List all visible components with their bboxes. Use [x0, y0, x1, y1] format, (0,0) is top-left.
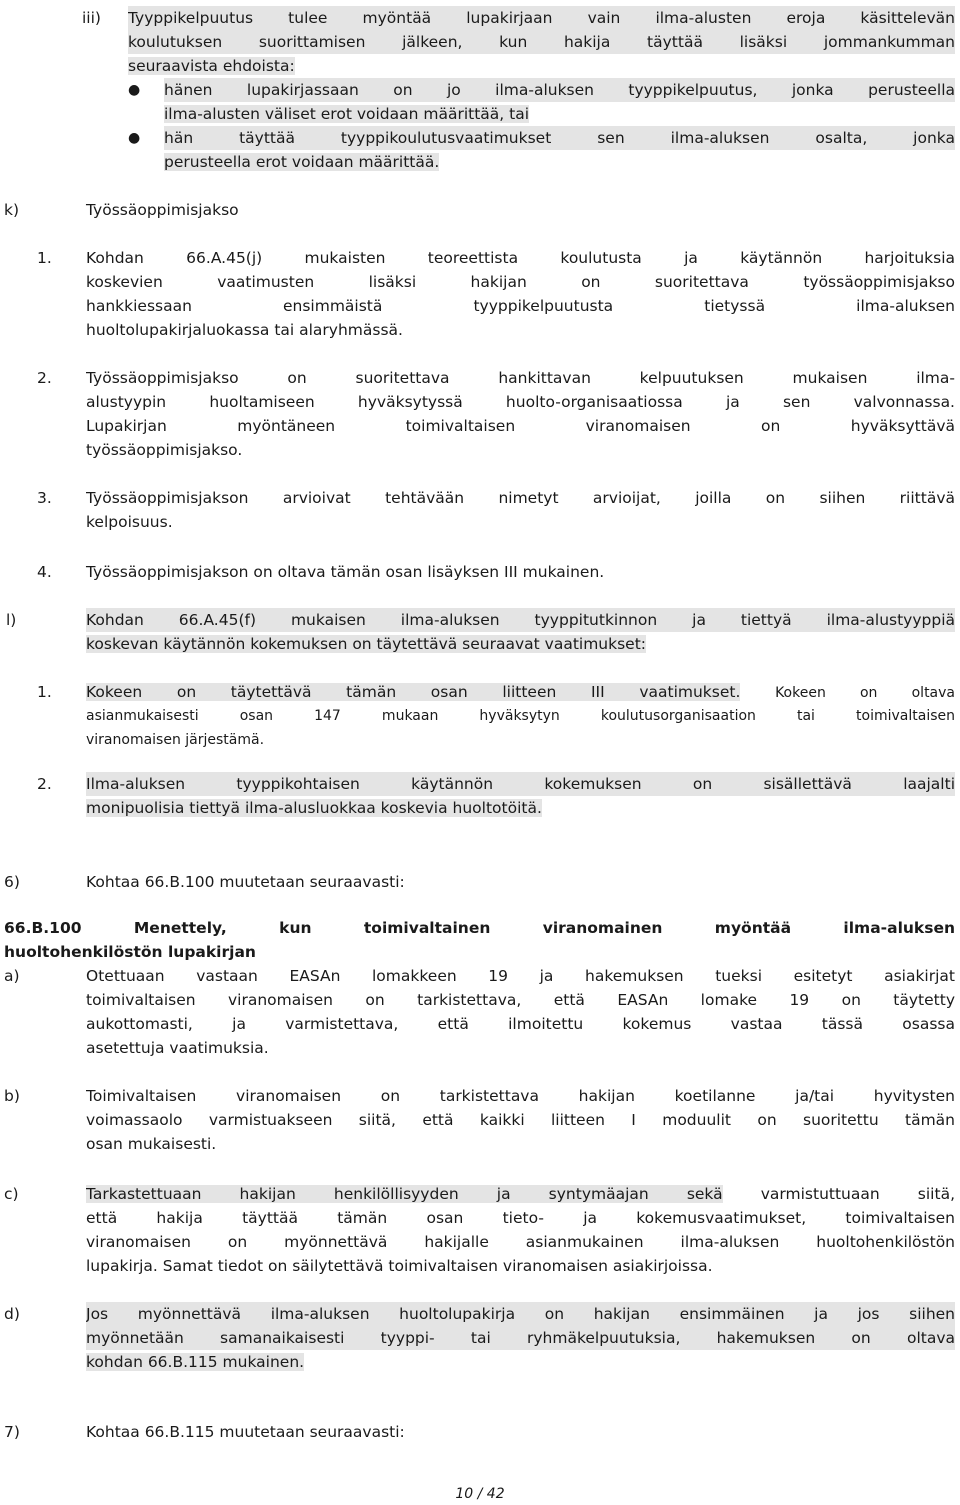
paragraph-line: viranomaisen on myönnettävä hakijalle asianmukainen ilma-aluksen huoltohenkilöstön — [86, 1233, 955, 1251]
bullet-line: ilma-alusten väliset erot voidaan määrittää, tai — [164, 105, 530, 123]
paragraph-marker: d) — [4, 1305, 20, 1323]
item-line: monipuolisia tiettyä ilma-alusluokkaa koskevia huoltotöitä. — [86, 799, 542, 817]
item-line: Kohdan 66.A.45(j) mukaisten teoreettista koulutusta ja käytännön harjoituksia — [86, 249, 955, 267]
item-iii-line: Tyyppikelpuutus tulee myöntää lupakirjaan vain ilma-alusten eroja käsittelevän — [128, 6, 955, 30]
page-number: 10 / 42 — [455, 1486, 505, 1502]
bullet-icon: ● — [128, 82, 141, 98]
item-line: asianmukaisesti osan 147 mukaan hyväksytyn koulutusorganisaation tai toimivaltaisen — [86, 708, 955, 724]
item-line-highlight: Kokeen on täytettävä tämän osan liitteen III vaatimukset. — [86, 683, 741, 701]
paragraph-line: osan mukaisesti. — [86, 1135, 217, 1153]
bullet-line: hän täyttää tyyppikoulutusvaatimukset sen ilma-aluksen osalta, jonka — [164, 126, 955, 150]
paragraph-line-highlight: Tarkastettuaan hakijan henkilöllisyyden ja syntymäajan sekä — [86, 1185, 723, 1203]
paragraph-line: että hakija täyttää tämän osan tieto- ja kokemusvaatimukset, toimivaltaisen — [86, 1209, 955, 1227]
paragraph-line: varmistuttuaan siitä, — [760, 1185, 955, 1203]
paragraph-line: lupakirja. Samat tiedot on säilytettävä toimivaltaisen viranomaisen asiakirjoissa. — [86, 1257, 713, 1275]
section-l-line: Kohdan 66.A.45(f) mukaisen ilma-aluksen tyyppitutkinnon ja tiettyä ilma-alustyyppiä — [86, 608, 955, 632]
item-number: 4. — [37, 563, 52, 581]
item-iii-line: koulutuksen suorittamisen jälkeen, kun hakija täyttää lisäksi jommankumman — [128, 30, 955, 54]
item-line: kelpoisuus. — [86, 513, 173, 531]
item-number: 2. — [37, 775, 52, 793]
change-6-text: Kohtaa 66.B.100 muutetaan seuraavasti: — [86, 873, 405, 891]
paragraph-line: Jos myönnettävä ilma-aluksen huoltolupakirja on hakijan ensimmäinen ja jos siihen — [86, 1302, 955, 1326]
item-line: viranomaisen järjestämä. — [86, 732, 265, 748]
bullet-line: perusteella erot voidaan määrittää. — [164, 153, 440, 171]
paragraph-marker: b) — [4, 1087, 20, 1105]
paragraph-line: aukottomasti, ja varmistettava, että ilmoitettu kokemus vastaa tässä osassa — [86, 1015, 955, 1033]
heading-66b100 — [4, 916, 955, 964]
item-line: työssäoppimisjakso. — [86, 441, 243, 459]
paragraph-line: myönnetään samanaikaisesti tyyppi- tai ryhmäkelpuutuksia, hakemuksen on oltava — [86, 1326, 955, 1350]
change-7-marker: 7) — [4, 1423, 20, 1441]
item-number: 1. — [37, 683, 52, 701]
item-line: Työssäoppimisjakson on oltava tämän osan lisäyksen III mukainen. — [86, 563, 605, 581]
section-l-line: koskevan käytännön kokemuksen on täytettävä seuraavat vaatimukset: — [86, 635, 647, 653]
item-number: 2. — [37, 369, 52, 387]
change-6-marker: 6) — [4, 873, 20, 891]
paragraph-line: voimassaolo varmistuakseen siitä, että kaikki liitteen I moduulit on suoritettu tämän — [86, 1111, 955, 1129]
paragraph-line: toimivaltaisen viranomaisen on tarkistettava, että EASAn lomake 19 on täytetty — [86, 991, 955, 1009]
section-k-marker: k) — [4, 201, 20, 219]
paragraph-line: kohdan 66.B.115 mukainen. — [86, 1353, 305, 1371]
item-number: 3. — [37, 489, 52, 507]
bullet-icon: ● — [128, 130, 141, 146]
item-line: Työssäoppimisjakson arvioivat tehtävään nimetyt arvioijat, joilla on siihen riittävä — [86, 489, 955, 507]
change-7-text: Kohtaa 66.B.115 muutetaan seuraavasti: — [86, 1423, 405, 1441]
section-l-marker: l) — [6, 611, 17, 629]
item-line: Lupakirjan myöntäneen toimivaltaisen viranomaisen on hyväksyttävä — [86, 417, 955, 435]
item-iii-line: seuraavista ehdoista: — [128, 57, 295, 75]
paragraph-line: Toimivaltaisen viranomaisen on tarkistettava hakijan koetilanne ja/tai hyvitysten — [86, 1087, 955, 1105]
item-line: Ilma-aluksen tyyppikohtaisen käytännön kokemuksen on sisällettävä laajalti — [86, 772, 955, 796]
paragraph-marker: a) — [4, 967, 20, 985]
bullet-line: hänen lupakirjassaan on jo ilma-aluksen tyyppikelpuutus, jonka perusteella — [164, 78, 955, 102]
item-line: Kokeen on oltava — [775, 685, 955, 701]
heading-line: 66.B.100 Menettely, kun toimivaltainen viranomainen myöntää ilma-aluksen — [4, 919, 955, 937]
item-line: Työssäoppimisjakso on suoritettava hankittavan kelpuutuksen mukaisen ilma- — [86, 369, 955, 387]
item-iii-marker: iii) — [82, 9, 101, 27]
heading-line: huoltohenkilöstön lupakirjan — [4, 943, 256, 961]
item-line: hankkiessaan ensimmäistä tyyppikelpuutusta tietyssä ilma-aluksen — [86, 297, 955, 315]
paragraph-marker: c) — [4, 1185, 19, 1203]
paragraph-line: Otettuaan vastaan EASAn lomakkeen 19 ja hakemuksen tueksi esitetyt asiakirjat — [86, 967, 955, 985]
item-line: alustyypin huoltamiseen hyväksytyssä huolto-organisaatiossa ja sen valvonnassa. — [86, 393, 955, 411]
item-number: 1. — [37, 249, 52, 267]
paragraph-line: asetettuja vaatimuksia. — [86, 1039, 269, 1057]
item-line: koskevien vaatimusten lisäksi hakijan on suoritettava työssäoppimisjakso — [86, 273, 955, 291]
section-k-title: Työssäoppimisjakso — [86, 201, 239, 219]
item-line: huoltolupakirjaluokassa tai alaryhmässä. — [86, 321, 403, 339]
